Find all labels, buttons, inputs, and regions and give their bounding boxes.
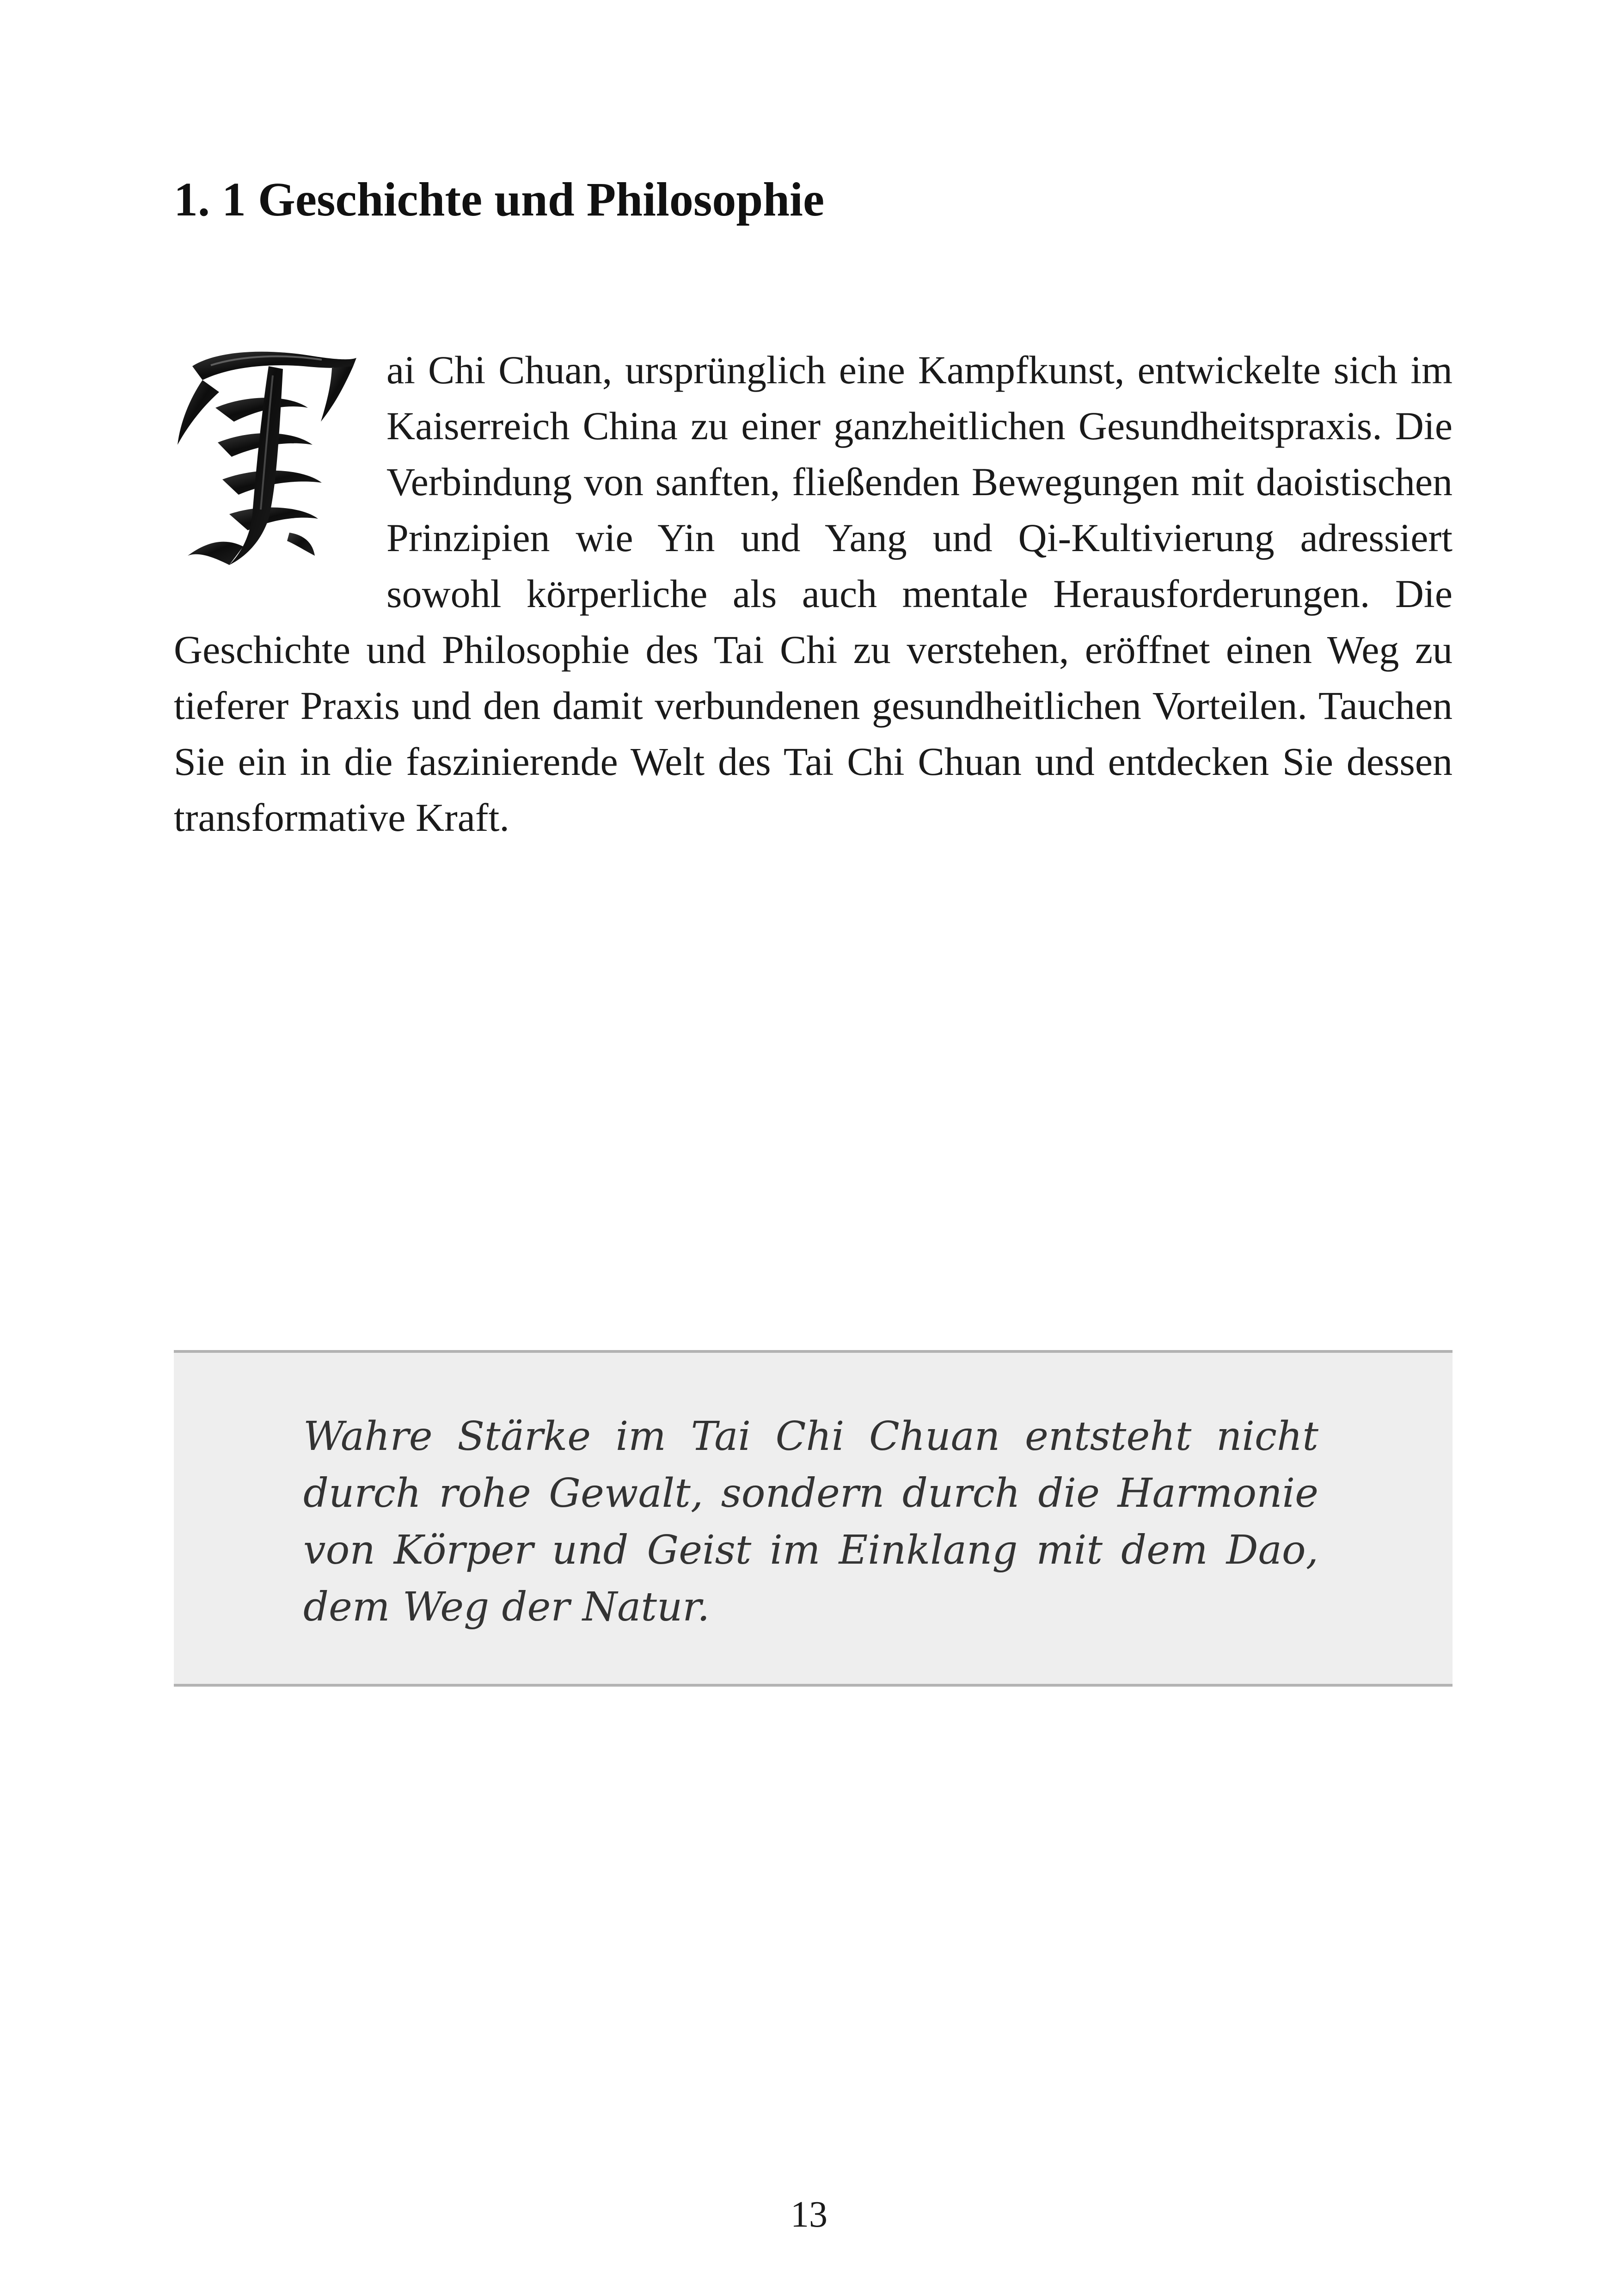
section-heading: 1. 1 Geschichte und Philosophie xyxy=(174,173,825,226)
article-body xyxy=(174,342,1453,846)
pull-quote-box xyxy=(174,1350,1453,1687)
body-paragraph: ai Chi Chuan, ursprünglich eine Kampfkunst, entwickelte sich im Kaiserreich China zu einer ganzheitlichen Gesundheitspraxis. Die Verbindung von sanften, fließenden Bewegungen mit daoistischen Prinzipien wie Yin und Yang und Qi-Kultivierung adressiert sowohl körperliche als auch mentale Herausforderungen. Die Geschichte und Philosophie des Tai Chi zu verstehen, eröffnet einen Weg zu tieferer Praxis und den damit verbundenen gesundheitlichen Vorteilen. Tauchen Sie ein in die faszinierende Welt des Tai Chi Chuan und entdecken Sie dessen transformative Kraft. xyxy=(174,348,1453,840)
page-number: 13 xyxy=(791,2194,827,2235)
pull-quote-text: Wahre Stärke im Tai Chi Chuan entsteht nicht durch rohe Gewalt, sondern durch die Harmonie von Körper und Geist im Einklang mit dem Dao, dem Weg der Natur. xyxy=(303,1413,1318,1630)
dropcap-t-glyph xyxy=(174,348,359,570)
